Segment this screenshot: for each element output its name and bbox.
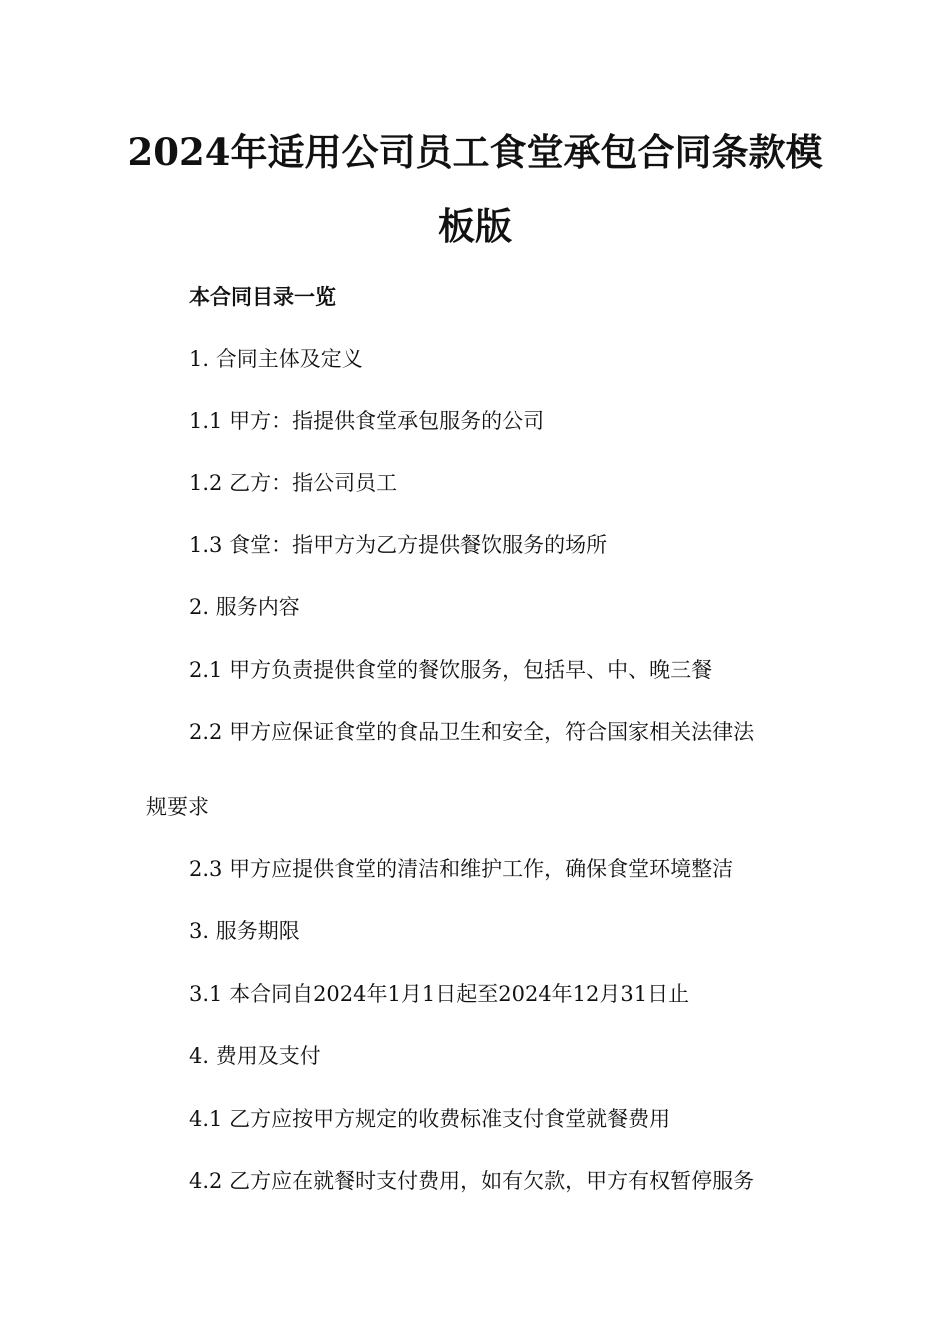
section-heading: 2. 服务内容 xyxy=(189,595,300,619)
clause-line: 2.3 甲方应提供食堂的清洁和维护工作，确保食堂环境整洁 xyxy=(189,857,734,881)
clause-continuation: 规要求 xyxy=(146,795,209,819)
document-title-line-1: 2024年适用公司员工食堂承包合同条款模 xyxy=(127,130,823,174)
clause-line: 2.2 甲方应保证食堂的食品卫生和安全，符合国家相关法律法 xyxy=(189,720,755,744)
clause-line: 4.2 乙方应在就餐时支付费用，如有欠款，甲方有权暂停服务 xyxy=(189,1169,755,1193)
clause-line: 2.1 甲方负责提供食堂的餐饮服务，包括早、中、晚三餐 xyxy=(189,658,713,682)
document-title-line-2: 板版 xyxy=(438,204,512,248)
toc-heading: 本合同目录一览 xyxy=(189,284,336,309)
section-heading: 1. 合同主体及定义 xyxy=(189,347,363,371)
clause-line: 1.3 食堂：指甲方为乙方提供餐饮服务的场所 xyxy=(189,533,608,557)
clause-line: 3.1 本合同自2024年1月1日起至2024年12月31日止 xyxy=(189,982,690,1006)
clause-line: 4.1 乙方应按甲方规定的收费标准支付食堂就餐费用 xyxy=(189,1107,671,1131)
clause-line: 1.2 乙方：指公司员工 xyxy=(189,471,398,495)
clause-line: 1.1 甲方：指提供食堂承包服务的公司 xyxy=(189,409,545,433)
section-heading: 4. 费用及支付 xyxy=(189,1044,321,1068)
section-heading: 3. 服务期限 xyxy=(189,919,300,943)
